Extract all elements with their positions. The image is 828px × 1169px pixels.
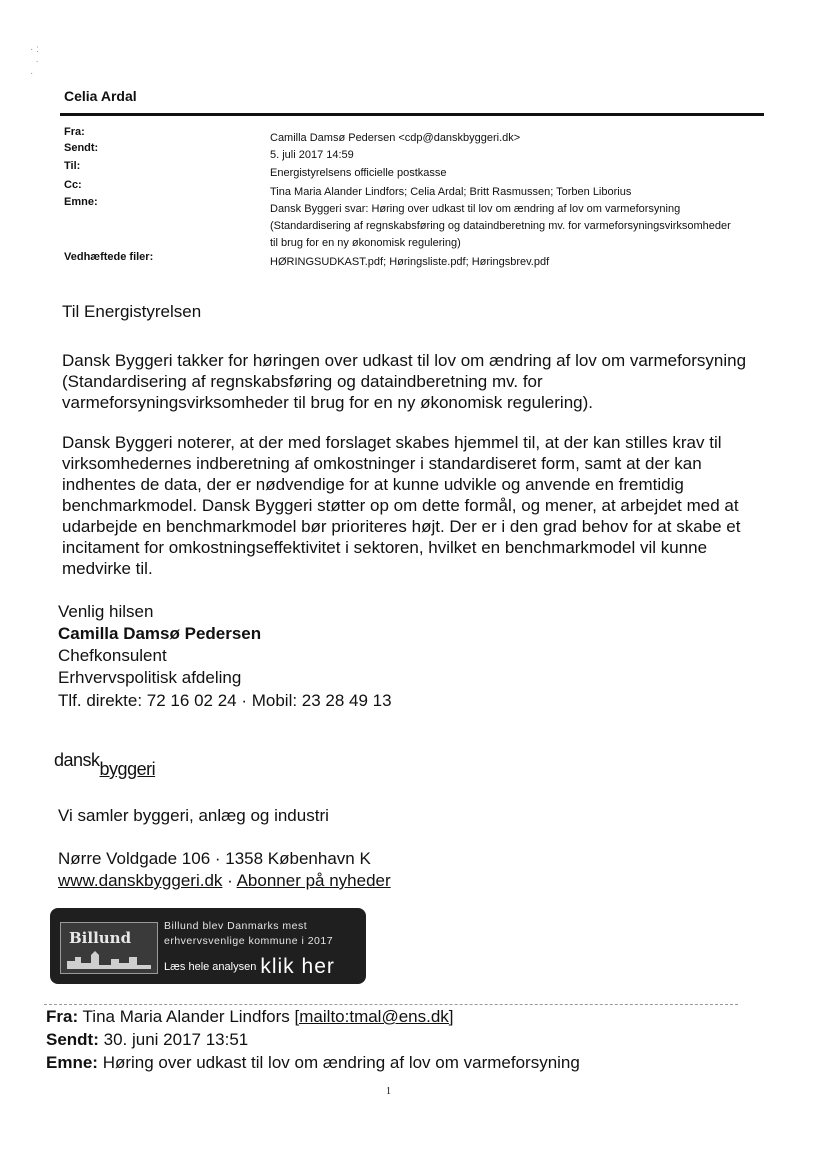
banner-cta-small: Læs hele analysen [164, 961, 257, 973]
link-separator: · [222, 871, 237, 890]
billund-logo-text: Billund [69, 929, 132, 947]
signature-name: Camilla Damsø Pedersen [58, 624, 262, 643]
logo-text-dansk: dansk [54, 750, 100, 770]
logo-text-byggeri: byggeri [99, 759, 156, 779]
forwarded-subject-label: Emne: [46, 1053, 98, 1072]
header-value-from: Camilla Damsø Pedersen <cdp@danskbyggeri.dk> [270, 132, 521, 144]
signature-title: Chefkonsulent [58, 646, 167, 665]
skyline-icon [67, 951, 151, 969]
dansk-byggeri-logo [54, 750, 156, 779]
billund-logo [60, 922, 158, 974]
signature-closing: Venlig hilsen [58, 602, 154, 621]
forward-divider [44, 1004, 738, 1005]
signature-address: Nørre Voldgade 106 · 1358 København K [58, 849, 371, 868]
header-label-subject: Emne: [64, 196, 98, 208]
newsletter-link[interactable]: Abonner på nyheder [236, 871, 391, 890]
forwarded-from-label: Fra: [46, 1007, 79, 1026]
forwarded-sent [46, 1029, 248, 1051]
banner-headline-2: erhvervsvenlige kommune i 2017 [164, 935, 334, 947]
header-value-to: Energistyrelsens officielle postkasse [270, 167, 447, 179]
signature-department: Erhvervspolitisk afdeling [58, 668, 242, 687]
billund-banner[interactable] [50, 908, 366, 984]
header-label-to: Til: [64, 160, 81, 172]
signature-phone: Tlf. direkte: 72 16 02 24 · Mobil: 23 28 49 13 [58, 691, 392, 710]
website-link[interactable]: www.danskbyggeri.dk [58, 871, 223, 890]
signature-links [58, 870, 391, 892]
header-value-subject: Dansk Byggeri svar: Høring over udkast til lov om ændring af lov om varmeforsyning (Standardisering af regnskabsføring og dataindberetning mv. for varmeforsyningsvirksomheder til brug for en ny økonomisk regulering) [270, 203, 731, 249]
forwarded-from [46, 1006, 454, 1028]
header-value-cc: Tina Maria Alander Lindfors; Celia Ardal; Britt Rasmussen; Torben Liborius [270, 186, 632, 198]
signature-tagline: Vi samler byggeri, anlæg og industri [58, 806, 329, 825]
header-label-attachments: Vedhæftede filer: [64, 251, 154, 263]
mailbox-owner-name: Celia Ardal [64, 88, 137, 104]
forwarded-subject-value: Høring over udkast til lov om ændring af lov om varmeforsyning [102, 1053, 580, 1072]
greeting: Til Energistyrelsen [62, 302, 202, 321]
forwarded-subject [46, 1052, 580, 1074]
header-label-from: Fra: [64, 126, 85, 138]
header-value-attachments: HØRINGSUDKAST.pdf; Høringsliste.pdf; Høringsbrev.pdf [270, 256, 550, 268]
forwarded-from-value: Tina Maria Alander Lindfors [82, 1007, 290, 1026]
banner-cta[interactable] [164, 955, 335, 979]
header-label-cc: Cc: [64, 179, 82, 191]
body-paragraph-2: Dansk Byggeri noterer, at der med forslaget skabes hjemmel til, at der kan stilles krav til virksomhedernes indberetning af omkostninger i standardiseret form, samt at der kan indhentes de data, der er nødvendige for at kunne udvikle og anvende en fremtidig benchmarkmodel. Dansk Byggeri støtter op om dette formål, og mener, at arbejdet med at udarbejde en benchmarkmodel bør prioriteres højt. Der er i den grad behov for at skabe et incitament for omkostningseffektivitet i sektoren, hvilket en benchmarkmodel vil kunne medvirke til. [62, 433, 741, 578]
header-rule [60, 113, 764, 116]
scan-specks: · : · · [30, 44, 39, 79]
body-paragraph-1: Dansk Byggeri takker for høringen over udkast til lov om ændring af lov om varmeforsyning (Standardisering af regnskabsføring og dataindberetning mv. for varmeforsyningsvirksomheder til brug for en ny økonomisk regulering). [62, 351, 747, 412]
forwarded-sent-value: 30. juni 2017 13:51 [103, 1030, 249, 1049]
forwarded-sent-label: Sendt: [46, 1030, 99, 1049]
banner-headline-1: Billund blev Danmarks mest [164, 920, 308, 932]
header-label-sent: Sendt: [64, 142, 99, 154]
banner-cta-big[interactable]: klik her [260, 955, 335, 978]
header-value-sent: 5. juli 2017 14:59 [270, 149, 354, 161]
page-number: 1 [386, 1086, 391, 1097]
forwarded-mailto-link[interactable]: [mailto:tmal@ens.dk] [294, 1007, 454, 1026]
